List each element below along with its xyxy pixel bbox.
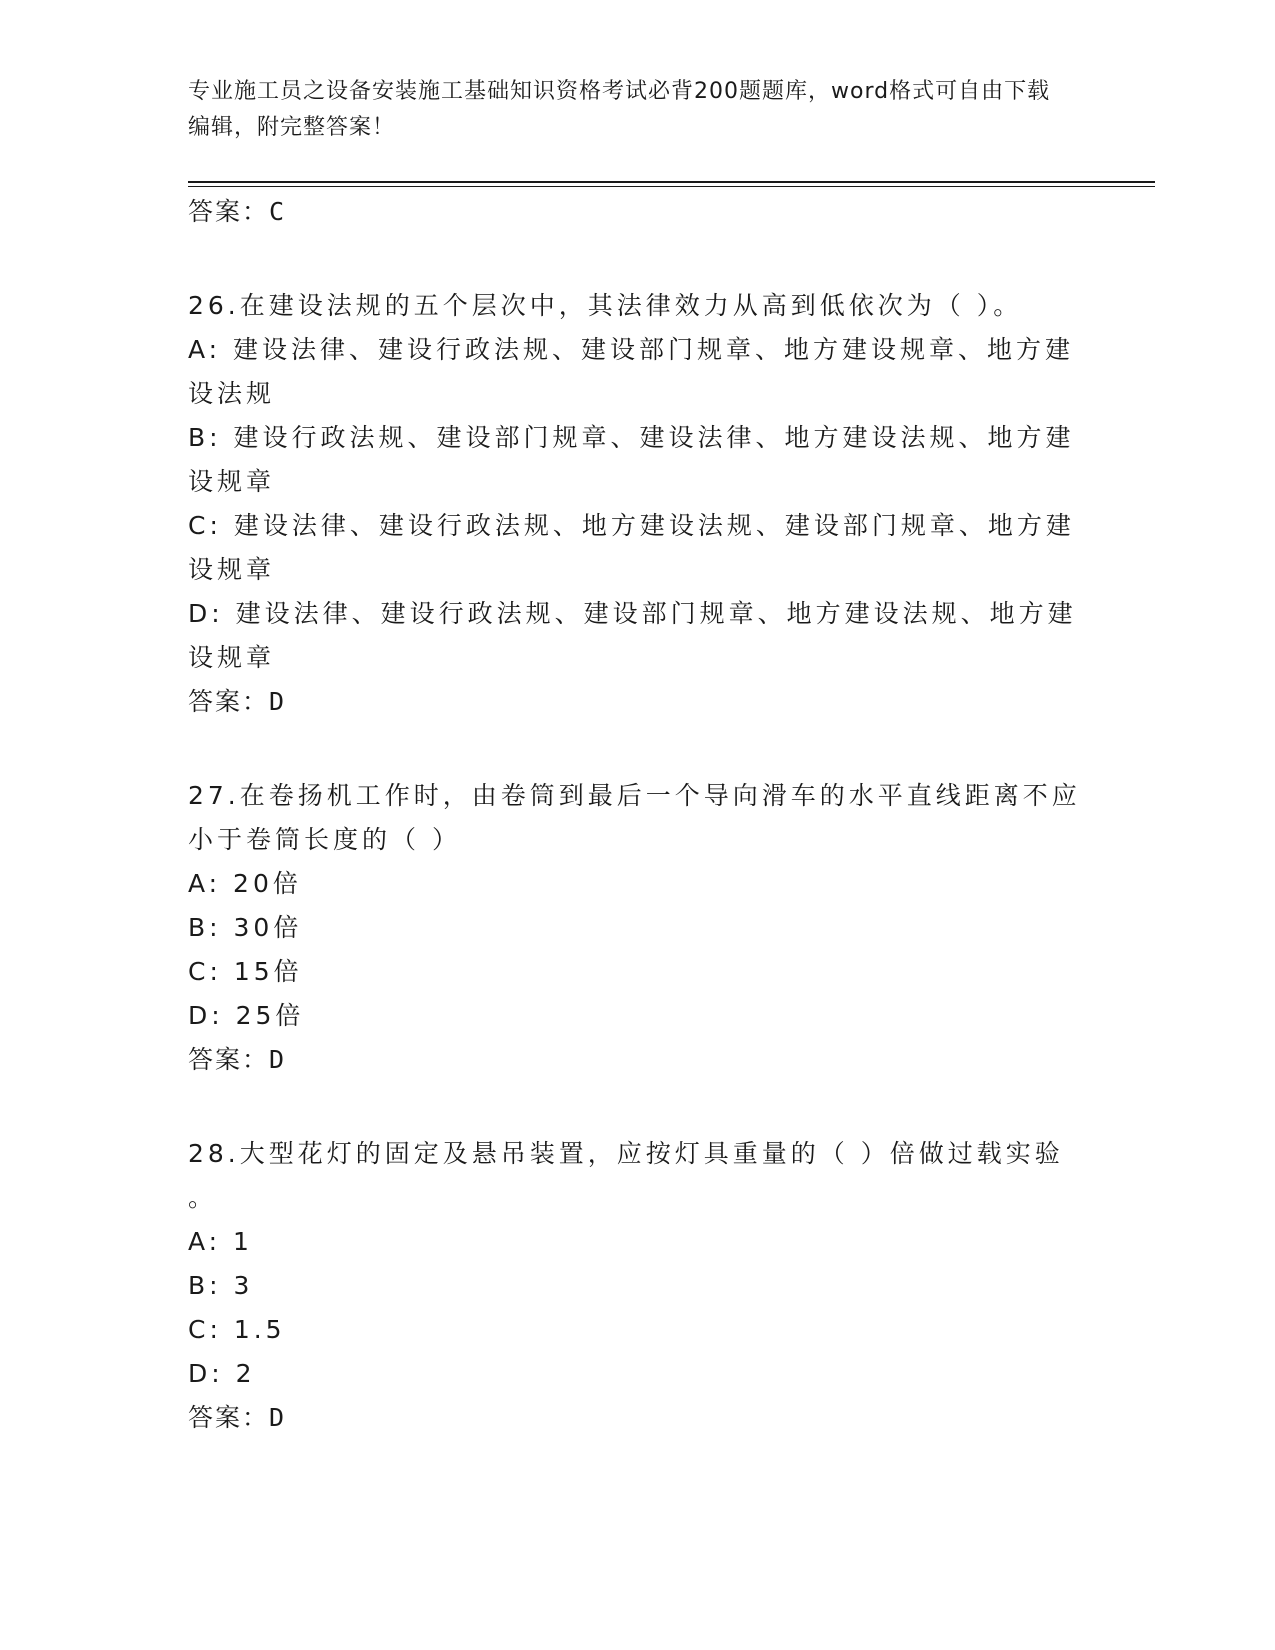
question-stem-continuation: 小于卷筒长度的（ ） [188, 825, 461, 854]
question-block [188, 774, 1088, 1082]
option-d-continuation: 设规章 [188, 643, 276, 672]
header-rule-thick [188, 181, 1155, 183]
option-a-continuation: 设法规 [188, 379, 276, 408]
option-a: A: 建设法律、建设行政法规、建设部门规章、地方建设规章、地方建 [188, 335, 1075, 364]
option-a: A: 20倍 [188, 869, 302, 898]
option-b: B: 30倍 [188, 913, 303, 942]
question-stem-continuation: 。 [188, 1183, 218, 1212]
question-block [188, 284, 1088, 724]
option-c: C: 建设法律、建设行政法规、地方建设法规、建设部门规章、地方建 [188, 511, 1075, 540]
header-rule-thin [188, 186, 1155, 187]
option-c-continuation: 设规章 [188, 555, 276, 584]
answer-line: 答案：D [188, 1403, 287, 1432]
answer-line: 答案：C [188, 197, 287, 226]
option-b: B: 3 [188, 1271, 254, 1300]
answer-line: 答案：D [188, 687, 287, 716]
question-stem: 26.在建设法规的五个层次中，其法律效力从高到低依次为（ ）。 [188, 291, 1023, 320]
spacer [188, 724, 1088, 774]
answer-line: 答案：D [188, 1045, 287, 1074]
option-b-continuation: 设规章 [188, 467, 276, 496]
question-block [188, 1132, 1088, 1440]
spacer [188, 234, 1088, 284]
option-a: A: 1 [188, 1227, 253, 1256]
option-d: D: 2 [188, 1359, 256, 1388]
document-header: 专业施工员之设备安装施工基础知识资格考试必背200题题库，word格式可自由下载编辑，附完整答案！ [188, 79, 1051, 140]
spacer [188, 1082, 1088, 1132]
question-stem: 28.大型花灯的固定及悬吊装置，应按灯具重量的（ ）倍做过载实验 [188, 1139, 1064, 1168]
option-c: C: 15倍 [188, 957, 303, 986]
option-d: D: 建设法律、建设行政法规、建设部门规章、地方建设法规、地方建 [188, 599, 1077, 628]
question-stem: 27.在卷扬机工作时，由卷筒到最后一个导向滑车的水平直线距离不应 [188, 781, 1081, 810]
option-c: C: 1.5 [188, 1315, 286, 1344]
question-list [188, 190, 1088, 1440]
option-b: B: 建设行政法规、建设部门规章、建设法律、地方建设法规、地方建 [188, 423, 1075, 452]
option-d: D: 25倍 [188, 1001, 305, 1030]
